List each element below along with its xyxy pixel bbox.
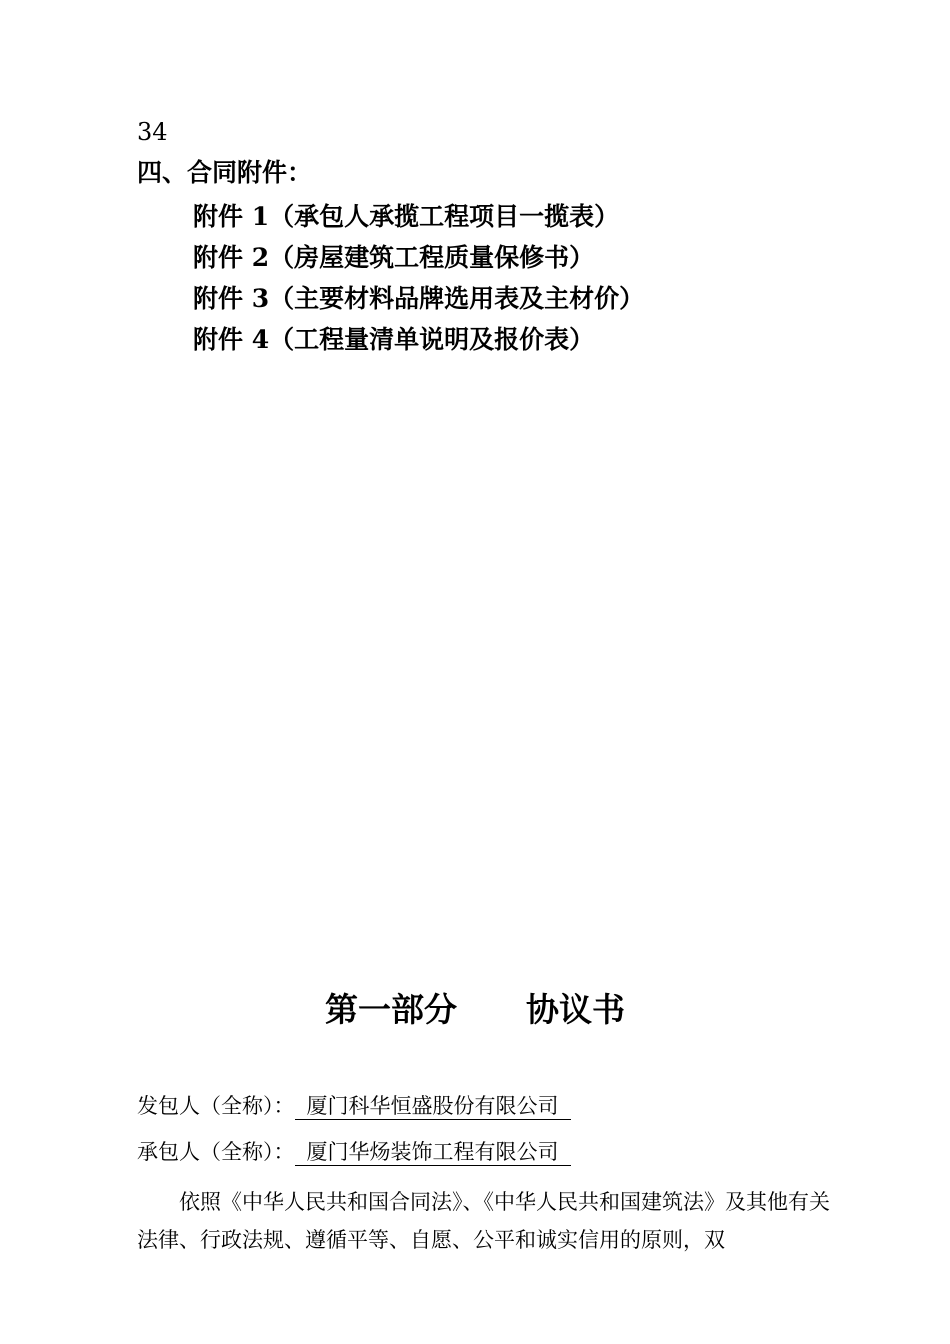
attachment-item: 附件 2（房屋建筑工程质量保修书）: [193, 243, 595, 272]
contractor-line: [137, 1137, 571, 1167]
section-heading: 四、合同附件：: [137, 158, 313, 187]
employer-name: 厦门科华恒盛股份有限公司: [295, 1093, 571, 1120]
attachment-item: 附件 1（承包人承揽工程项目一揽表）: [193, 202, 620, 231]
contractor-label: 承包人（全称）：: [137, 1140, 295, 1164]
part-title: 第一部分 协议书: [325, 990, 625, 1029]
agreement-paragraph: 依照《中华人民共和国合同法》、《中华人民共和国建筑法》及其他有关法律、行政法规、遵循平等、自愿、公平和诚实信用的原则，双: [137, 1190, 830, 1252]
attachment-list: [193, 196, 644, 360]
page-number: 34: [137, 118, 168, 146]
employer-label: 发包人（全称）：: [137, 1094, 295, 1118]
employer-line: [137, 1091, 571, 1121]
attachment-item: 附件 4（工程量清单说明及报价表）: [193, 325, 595, 354]
contractor-name: 厦门华炀装饰工程有限公司: [295, 1139, 571, 1166]
attachment-item: 附件 3（主要材料品牌选用表及主材价）: [193, 284, 645, 313]
